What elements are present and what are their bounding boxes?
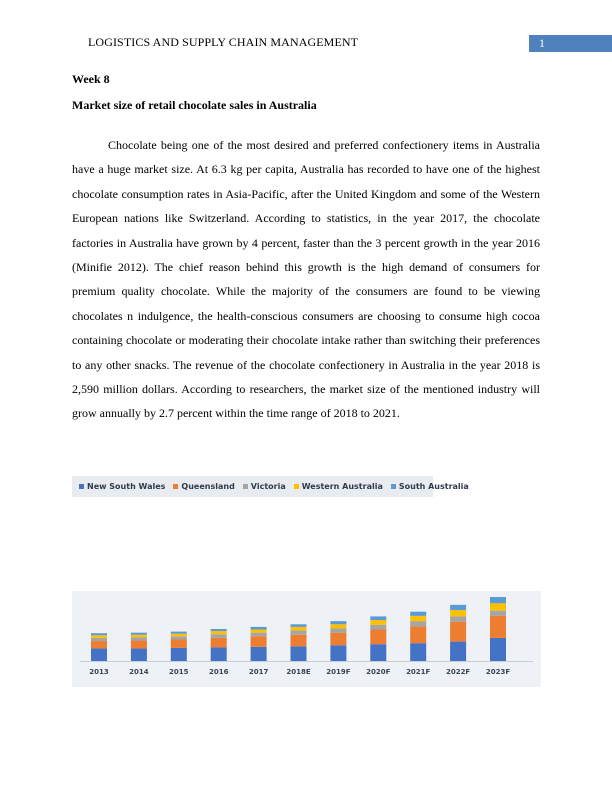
x-tick-label: 2023F	[485, 668, 511, 676]
bar-segment-western-australia-2020F	[370, 620, 386, 625]
bar-segment-victoria-2015	[171, 636, 187, 639]
bar-segment-south-australia-2022F	[450, 605, 466, 610]
bar-segment-south-australia-2017	[251, 627, 267, 630]
body-paragraph: Chocolate being one of the most desired and preferred confectionery items in Australia have a huge market size. At 6.3 kg per capita, Australia has recorded to have one of the highest chocolate consumption rates in Asia-Pacific, after the United Kingdom and some of the Western European nations like Switzerland. According to statistics, in the year 2017, the chocolate factories in Australia have grown by 4 percent, faster than the 3 percent growth in the year 2016 (Minifie 2012). The chief reason behind this growth is the high demand of consumers for premium quality chocolate. While the majority of the consumers are found to be viewing chocolates n indulgence, the health-conscious consumers are choosing to consume high cocoa containing chocolate or moderating their chocolate intake rather than switching their preferences to any other snacks. The revenue of the chocolate confectionery in Australia in the year 2018 is 2,590 million dollars. According to researchers, the market size of the mentioned industry will grow annually by 2.7 percent within the time range of 2018 to 2021.	[72, 138, 540, 421]
bar-segment-south-australia-2019F	[330, 621, 346, 624]
chart-panel	[72, 591, 541, 687]
legend-label: Western Australia	[301, 482, 383, 491]
page-number: 1	[539, 36, 545, 50]
bar-segment-queensland-2017	[251, 636, 267, 646]
section-heading: Market size of retail chocolate sales in Australia	[72, 98, 317, 112]
x-tick-label: 2020F	[366, 668, 391, 676]
bar-segment-new-south-wales-2013	[91, 648, 107, 661]
bar-segment-queensland-2021F	[410, 626, 426, 643]
x-tick-label: 2016	[208, 668, 229, 676]
legend-swatch	[173, 484, 178, 489]
bar-segment-new-south-wales-2019F	[330, 645, 346, 661]
bar-segment-western-australia-2022F	[450, 610, 466, 616]
bar-segment-new-south-wales-2017	[251, 647, 267, 661]
bar-segment-south-australia-2016	[211, 629, 227, 631]
x-tick-label: 2022F	[445, 668, 471, 676]
bar-segment-queensland-2022F	[450, 622, 466, 642]
legend-item-western-australia	[294, 482, 383, 491]
bar-segment-victoria-2013	[91, 638, 107, 641]
x-tick-label: 2017	[248, 668, 269, 676]
bar-segment-western-australia-2016	[211, 631, 227, 634]
legend-label: New South Wales	[87, 482, 166, 491]
legend-swatch	[294, 484, 299, 489]
x-tick-label: 2018E	[286, 668, 311, 676]
bar-segment-victoria-2016	[211, 634, 227, 638]
x-tick-label: 2021F	[406, 668, 431, 676]
bar-segment-victoria-2018E	[291, 631, 307, 635]
bar-segment-south-australia-2015	[171, 632, 187, 634]
bar-segment-new-south-wales-2020F	[370, 644, 386, 661]
bar-segment-western-australia-2019F	[330, 624, 346, 628]
bar-segment-queensland-2013	[91, 641, 107, 648]
bar-segment-queensland-2018E	[291, 635, 307, 647]
bar-segment-south-australia-2014	[131, 633, 147, 635]
bar-segment-victoria-2022F	[450, 616, 466, 621]
legend-label: Queensland	[181, 482, 235, 491]
legend-item-queensland	[173, 482, 234, 491]
x-tick-label: 2014	[129, 668, 149, 676]
page-number-box	[529, 35, 612, 52]
bar-segment-south-australia-2023F	[490, 597, 506, 603]
bar-segment-new-south-wales-2021F	[410, 643, 426, 661]
bar-segment-western-australia-2014	[131, 635, 147, 638]
bar-segment-queensland-2014	[131, 641, 147, 649]
bar-segment-victoria-2017	[251, 633, 267, 637]
x-tick-label: 2019F	[326, 668, 351, 676]
bar-segment-victoria-2020F	[370, 625, 386, 630]
bar-segment-queensland-2015	[171, 639, 187, 647]
legend-swatch	[243, 484, 248, 489]
bar-segment-victoria-2019F	[330, 628, 346, 632]
bar-segment-victoria-2021F	[410, 621, 426, 626]
bar-segment-western-australia-2017	[251, 630, 267, 633]
legend-item-victoria	[243, 482, 286, 491]
x-tick-label: 2013	[89, 668, 109, 676]
bar-segment-queensland-2023F	[490, 616, 506, 638]
week-label: Week 8	[72, 72, 110, 86]
bar-segment-new-south-wales-2022F	[450, 642, 466, 661]
bar-segment-south-australia-2018E	[291, 624, 307, 627]
bar-segment-new-south-wales-2016	[211, 647, 227, 661]
bar-segment-south-australia-2020F	[370, 616, 386, 620]
bar-segment-queensland-2020F	[370, 630, 386, 645]
stacked-bar-chart	[72, 591, 541, 687]
bar-segment-new-south-wales-2023F	[490, 638, 506, 661]
header-title: LOGISTICS AND SUPPLY CHAIN MANAGEMENT	[88, 35, 359, 49]
bar-segment-south-australia-2021F	[410, 612, 426, 616]
chart-legend	[72, 476, 469, 497]
bar-segment-new-south-wales-2015	[171, 648, 187, 661]
bar-segment-queensland-2016	[211, 638, 227, 647]
bar-segment-western-australia-2015	[171, 634, 187, 637]
legend-item-new-south-wales	[79, 482, 165, 491]
bar-segment-new-south-wales-2014	[131, 648, 147, 661]
bar-segment-western-australia-2013	[91, 635, 107, 638]
x-tick-label: 2015	[169, 668, 189, 676]
legend-swatch	[79, 484, 84, 489]
bar-segment-south-australia-2013	[91, 633, 107, 635]
bar-segment-queensland-2019F	[330, 633, 346, 646]
legend-item-south-australia	[391, 482, 469, 491]
bar-segment-victoria-2014	[131, 637, 147, 640]
legend-label: Victoria	[250, 482, 286, 491]
bar-segment-victoria-2023F	[490, 611, 506, 616]
bar-segment-western-australia-2018E	[291, 627, 307, 631]
bar-segment-new-south-wales-2018E	[291, 646, 307, 661]
legend-label: South Australia	[398, 482, 469, 491]
bar-segment-western-australia-2023F	[490, 603, 506, 610]
bar-segment-western-australia-2021F	[410, 616, 426, 621]
legend-swatch	[391, 484, 396, 489]
